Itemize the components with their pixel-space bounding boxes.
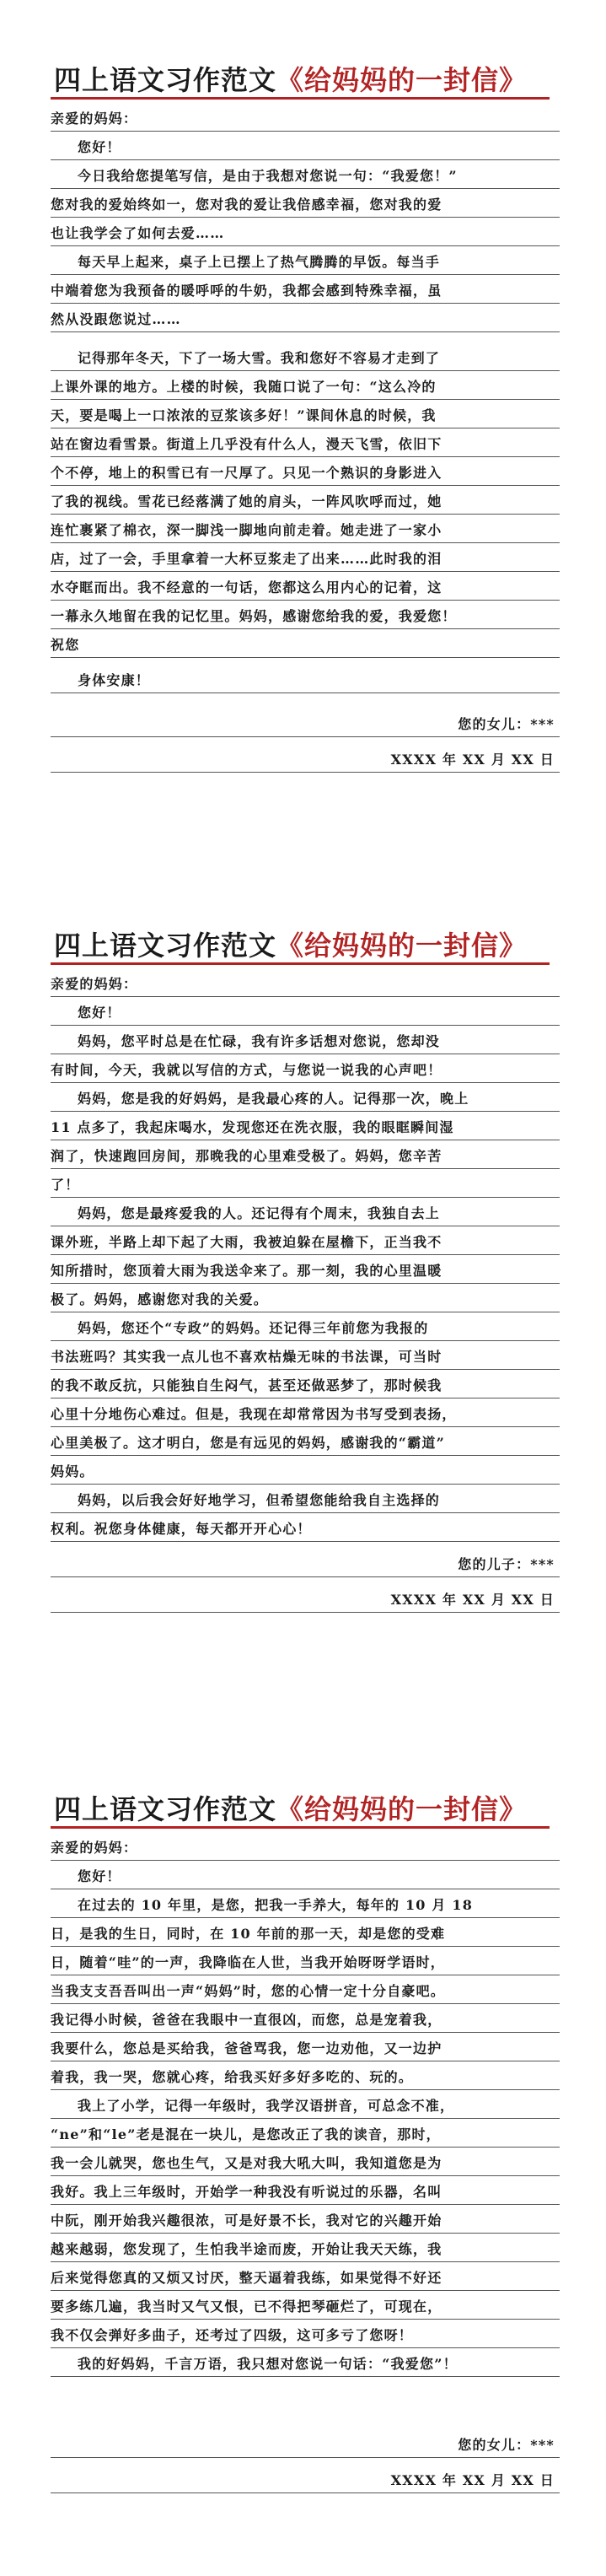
text-line: 店，过了一会，手里拿着一大杯豆浆走了出来……此时我的泪: [51, 547, 560, 572]
title-book-name: 《给妈妈的一封信》: [276, 930, 528, 962]
salutation: 亲爱的妈妈：: [51, 1835, 560, 1861]
text-line: 了我的视线。雪花已经落满了她的肩头，一阵风吹呼而过，她: [51, 489, 560, 515]
text-line: 极了。妈妈，感谢您对我的关爱。: [51, 1287, 560, 1312]
letter-title: [54, 924, 527, 963]
letter-title: [54, 59, 527, 98]
text-line: 我要什么，您总是买给我，爸爸骂我，您一边劝他，又一边护: [51, 2036, 560, 2061]
text-line: “ne”和“le”老是混在一块儿，是您改正了我的读音，那时，: [51, 2122, 560, 2148]
signature: 您的女儿：***: [51, 2433, 560, 2458]
text-line: 记得那年冬天，下了一场大雪。我和您好不容易才走到了: [51, 346, 560, 371]
text-line: 我记得小时候，爸爸在我眼中一直很凶，而您，总是宠着我，: [51, 2007, 560, 2033]
letter-date: XXXX 年 XX 月 XX 日: [51, 747, 560, 773]
text-line: 润了，快速跑回房间，那晚我的心里难受极了。妈妈，您辛苦: [51, 1144, 560, 1169]
text-line: 我一会儿就哭，您也生气，又是对我大吼大叫，我知道您是为: [51, 2151, 560, 2176]
text-line: 妈妈，您还个“专政”的妈妈。还记得三年前您为我报的: [51, 1316, 560, 1341]
text-line: 一幕永久地留在我的记忆里。妈妈，感谢您给我的爱，我爱您！: [51, 604, 560, 629]
text-line: 上课外课的地方。上楼的时候，我随口说了一句：“这么冷的: [51, 375, 560, 400]
text-line: 然从没跟您说过……: [51, 307, 560, 332]
text-line: 也让我学会了如何去爱……: [51, 221, 560, 246]
text-line: 有时间，今天，我就以写信的方式，与您说一说我的心声吧！: [51, 1058, 560, 1083]
text-line: 书法班吗？其实我一点儿也不喜欢枯燥无味的书法课，可当时: [51, 1345, 560, 1370]
text-line: 妈妈，您是最疼爱我的人。还记得有个周末，我独自去上: [51, 1201, 560, 1226]
title-text: 四上语文习作范文: [54, 64, 277, 96]
text-line: 妈妈，您平时总是在忙碌，我有许多话想对您说，您却没: [51, 1029, 560, 1054]
text-line: 要多练几遍，我当时又气又恨，已不得把琴砸烂了，可现在，: [51, 2294, 560, 2320]
title-text: 四上语文习作范文: [54, 930, 277, 962]
letter-date: XXXX 年 XX 月 XX 日: [51, 1587, 560, 1613]
text-line: 心里十分地伤心难过。但是，我现在却常常因为书写受到表扬，: [51, 1402, 560, 1427]
text-line: 我的好妈妈，千言万语，我只想对您说一句话：“我爱您”！: [51, 2352, 560, 2377]
text-line: 权利。祝您身体健康，每天都开开心心！: [51, 1517, 560, 1542]
greeting: 您好！: [51, 135, 560, 160]
text-line: 中阮，刚开始我兴趣很浓，可是好景不长，我对它的兴趣开始: [51, 2208, 560, 2234]
text-line: 个不停，地上的积雪已有一尺厚了。只见一个熟识的身影进入: [51, 461, 560, 486]
text-line: 我上了小学，记得一年级时，我学汉语拼音，可总念不准，: [51, 2094, 560, 2119]
text-line: 我好。我上三年级时，开始学一种我没有听说过的乐器，名叫: [51, 2180, 560, 2205]
greeting: 您好！: [51, 1000, 560, 1026]
title-book-name: 《给妈妈的一封信》: [276, 1793, 528, 1825]
signature: 您的女儿：***: [51, 712, 560, 737]
letter-title: [54, 1788, 527, 1827]
salutation: 亲爱的妈妈：: [51, 972, 560, 997]
text-line: 妈妈。: [51, 1459, 560, 1485]
text-line: 的我不敢反抗，只能独自生闷气，甚至还做恶梦了，那时候我: [51, 1373, 560, 1398]
text-line: 日，是我的生日，同时，在 10 年前的那一天，却是您的受难: [51, 1921, 560, 1947]
closing-wish: 身体安康！: [51, 668, 560, 693]
text-line: 我不仅会弹好多曲子，还考过了四级，这可多亏了您呀！: [51, 2323, 560, 2348]
title-underline: [51, 962, 550, 965]
text-line: 中端着您为我预备的暖呼呼的牛奶，我都会感到特殊幸福，虽: [51, 278, 560, 304]
text-line: 每天早上起来，桌子上已摆上了热气腾腾的早饭。每当手: [51, 250, 560, 275]
text-line: 妈妈，以后我会好好地学习，但希望您能给我自主选择的: [51, 1488, 560, 1513]
text-line: 连忙裹紧了棉衣，深一脚浅一脚地向前走着。她走进了一家小: [51, 518, 560, 543]
text-line: 在过去的 10 年里，是您，把我一手养大，每年的 10 月 18: [51, 1893, 560, 1918]
text-line: 后来觉得您真的又烦又讨厌，整天逼着我练，如果觉得不好还: [51, 2266, 560, 2291]
letter-date: XXXX 年 XX 月 XX 日: [51, 2468, 560, 2493]
text-line: 站在窗边看雪景。街道上几乎没有什么人，漫天飞雪，依旧下: [51, 432, 560, 457]
text-line: 11 点多了，我起床喝水，发现您还在洗衣服，我的眼眶瞬间湿: [51, 1115, 560, 1140]
text-line: 天，要是喝上一口浓浓的豆浆该多好！”课间休息的时候，我: [51, 403, 560, 428]
text-line: 知所措时，您顶着大雨为我送伞来了。那一刻，我的心里温暖: [51, 1258, 560, 1284]
closing: 祝您: [51, 633, 560, 658]
signature: 您的儿子：***: [51, 1552, 560, 1577]
text-line: 着我，我一哭，您就心疼，给我买好多好多吃的、玩的。: [51, 2065, 560, 2090]
title-underline: [51, 1826, 550, 1829]
text-line: 水夺眶而出。我不经意的一句话，您都这么用内心的记着，这: [51, 575, 560, 601]
blank-line: [51, 2380, 560, 2406]
text-line: 课外班，半路上却下起了大雨，我被迫躲在屋檐下，正当我不: [51, 1230, 560, 1255]
text-line: 日，随着“哇”的一声，我降临在人世，当我开始呀呀学语时，: [51, 1950, 560, 1975]
greeting: 您好！: [51, 1864, 560, 1889]
title-book-name: 《给妈妈的一封信》: [276, 64, 528, 96]
text-line: 心里美极了。这才明白，您是有远见的妈妈，感谢我的“霸道”: [51, 1431, 560, 1456]
text-line: 妈妈，您是我的好妈妈，是我最心疼的人。记得那一次，晚上: [51, 1086, 560, 1112]
text-line: 越来越弱，您发现了，生怕我半途而废，开始让我天天练，我: [51, 2237, 560, 2262]
title-text: 四上语文习作范文: [54, 1793, 277, 1825]
text-line: 了！: [51, 1172, 560, 1198]
text-line: 您对我的爱始终如一，您对我的爱让我倍感幸福，您对我的爱: [51, 192, 560, 218]
title-underline: [51, 97, 550, 100]
salutation: 亲爱的妈妈：: [51, 106, 560, 132]
text-line: 今日我给您提笔写信，是由于我想对您说一句：“我爱您！”: [51, 164, 560, 189]
text-line: 当我支支吾吾叫出一声“妈妈”时，您的心情一定十分自豪吧。: [51, 1979, 560, 2004]
